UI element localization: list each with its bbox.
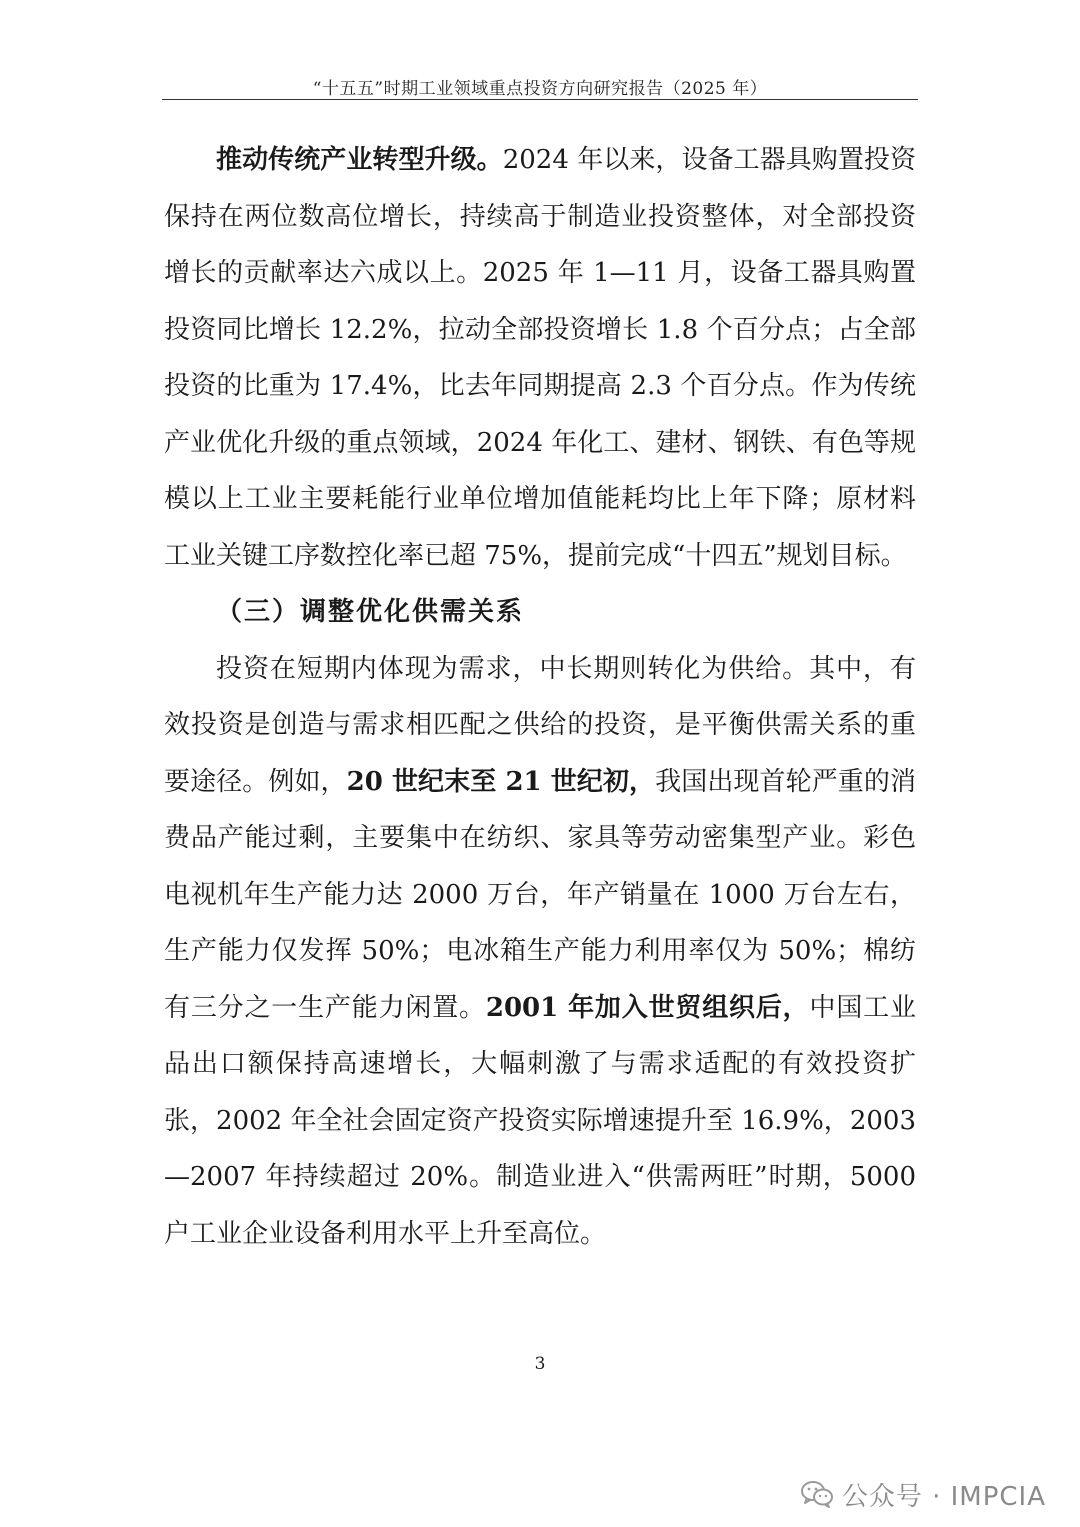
bold-period-2: 2001 年加入世贸组织后，: [485, 992, 810, 1023]
header-title: “十五五”时期工业领域重点投资方向研究报告（2025 年）: [312, 79, 768, 99]
wechat-icon: [800, 1480, 834, 1508]
section-heading: （三）调整优化供需关系: [216, 597, 525, 627]
page-number: 3: [534, 1354, 546, 1374]
paragraph-text-part1: 投资在短期内体现为需求，中长期则转化为供给。其中，有效投资是创造与需求相匹配之供给的投资，是平衡供需关系的重要途径。例如，: [164, 653, 916, 797]
paragraph-text: 2024 年以来，设备工器具购置投资保持在两位数高位增长，持续高于制造业投资整体，对全部投资增长的贡献率达六成以上。2025 年 1—11 月，设备工器具购置投资同比增长 12.2%，拉动全部投资增长 1.8 个百分点；占全部投资的比重为 17.4%，比去年同期提高 2.3 个百分点。作为传统产业优化升级的重点领域，2024 年化工、建材、钢铁、有色等规模以上工业主要耗能行业单位增加值能耗均比上年下降；原材料工业关键工序数控化率已超 75%，提前完成“十四五”规划目标。: [164, 145, 916, 571]
bold-period-1: 20 世纪末至 21 世纪初，: [346, 766, 656, 797]
page-header: [162, 74, 918, 98]
paragraph-supply-demand: [164, 641, 916, 1263]
watermark: [800, 1478, 1046, 1510]
paragraph-upgrade-traditional-industries: [164, 132, 916, 584]
document-body: [164, 132, 916, 1262]
paragraph-text-part3: 中国工业品出口额保持高速增长，大幅刺激了与需求适配的有效投资扩张，2002 年全社会固定资产投资实际增速提升至 16.9%，2003—2007 年持续超过 20%。制造业进入“供需两旺”时期，5000 户工业企业设备利用水平上升至高位。: [164, 992, 916, 1249]
paragraph-lead: 推动传统产业转型升级。: [216, 145, 503, 175]
header-divider: [162, 99, 918, 100]
watermark-label: 公众号 · IMPCIA: [841, 1481, 1046, 1512]
paragraph-text-part2: 我国出现首轮严重的消费品产能过剩，主要集中在纺织、家具等劳动密集型产业。彩色电视机年生产能力达 2000 万台，年产销量在 1000 万台左右，生产能力仅发挥 50%；电冰箱生产能力利用率仅为 50%；棉纺有三分之一生产能力闲置。: [164, 766, 916, 1023]
